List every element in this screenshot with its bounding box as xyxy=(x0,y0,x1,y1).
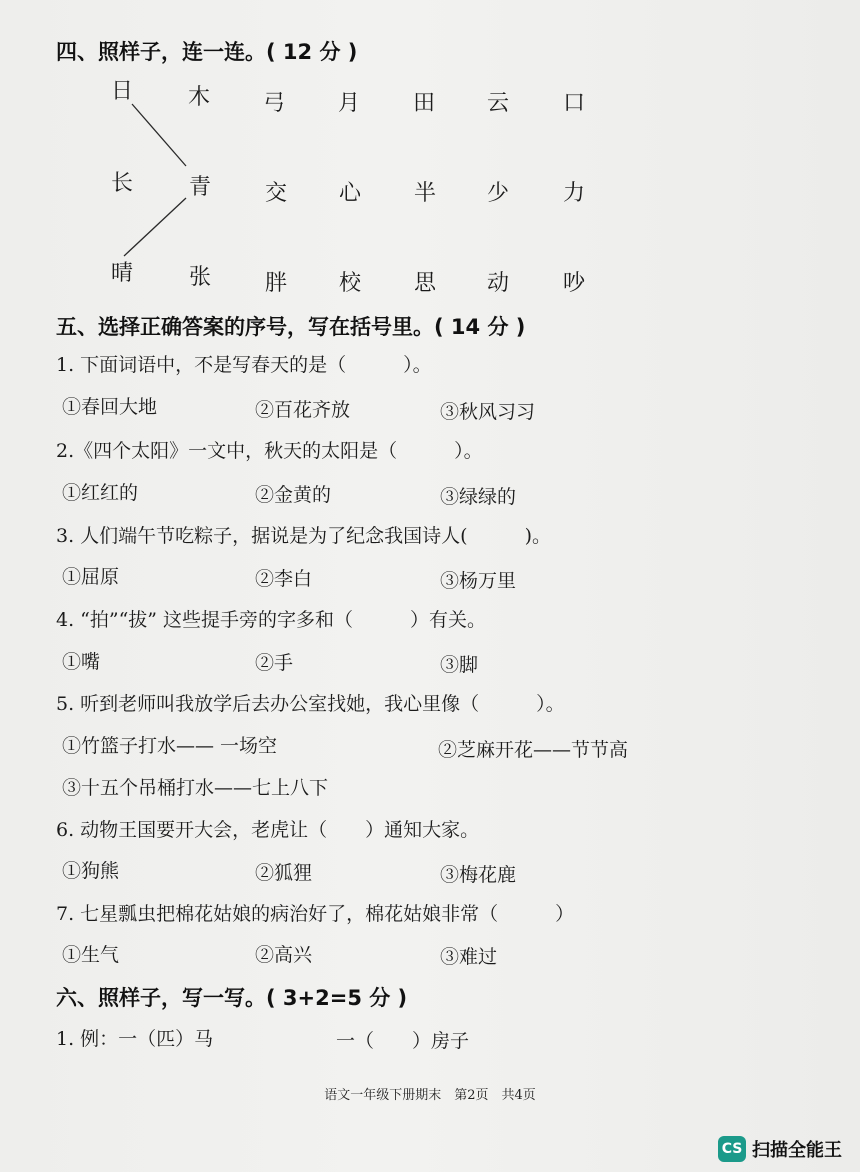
char: 动 xyxy=(486,271,509,296)
connect-line-qing-qing xyxy=(124,198,186,256)
char: 田 xyxy=(412,91,435,116)
question-text: 4. “拍”“拔” 这些提手旁的字多和（ ）有关。 xyxy=(56,609,487,631)
question-text: 5. 听到老师叫我放学后去办公室找她，我心里像（ ）。 xyxy=(56,693,565,715)
example-text: 1. 例：一（匹）马 xyxy=(56,1028,214,1050)
option: ③梅花鹿 xyxy=(440,864,517,886)
char: 月 xyxy=(337,91,360,116)
char: 木 xyxy=(187,85,210,110)
section-5-heading: 五、选择正确答案的序号，写在括号里。( 14 分 ) xyxy=(56,315,526,339)
char: 思 xyxy=(413,271,436,296)
option: ③绿绿的 xyxy=(440,486,517,508)
option: ②百花齐放 xyxy=(255,399,351,421)
char: 交 xyxy=(264,181,287,206)
blank-text: 一（ ）房子 xyxy=(336,1030,470,1052)
connect-line-ri-qing xyxy=(132,104,186,166)
option: ①竹篮子打水—— 一场空 xyxy=(62,735,278,757)
option: ①春回大地 xyxy=(62,396,158,418)
page-footer: 语文一年级下册期末 第2页 共4页 xyxy=(324,1088,536,1103)
camscanner-logo-icon: CS xyxy=(718,1136,746,1162)
char: 弓 xyxy=(262,91,285,116)
option: ②狐狸 xyxy=(255,862,313,884)
question-text: 1. 下面词语中，不是写春天的是（ ）。 xyxy=(56,354,432,376)
char: 青 xyxy=(188,175,211,200)
option: ①狗熊 xyxy=(62,860,120,882)
option: ②高兴 xyxy=(255,944,313,966)
char: 力 xyxy=(562,181,585,206)
question-text: 2.《四个太阳》一文中，秋天的太阳是（ ）。 xyxy=(56,440,483,462)
question-text: 7. 七星瓢虫把棉花姑娘的病治好了，棉花姑娘非常（ ） xyxy=(56,903,575,925)
char: 吵 xyxy=(562,271,585,296)
option: ②手 xyxy=(255,652,294,674)
section-4-heading: 四、照样子，连一连。( 12 分 ) xyxy=(56,40,358,64)
char: 少 xyxy=(486,181,509,206)
question-text: 3. 人们端午节吃粽子，据说是为了纪念我国诗人( )。 xyxy=(56,525,551,547)
option: ③难过 xyxy=(440,946,498,968)
option: ③杨万里 xyxy=(440,570,517,592)
char: 云 xyxy=(486,91,509,116)
char: 晴 xyxy=(110,261,133,286)
option: ②芝麻开花——节节高 xyxy=(438,739,629,761)
char: 心 xyxy=(338,181,361,206)
char: 半 xyxy=(413,181,436,206)
section-6-heading: 六、照样子，写一写。( 3+2=5 分 ) xyxy=(56,986,408,1010)
option: ①屈原 xyxy=(62,566,120,588)
option: ②李白 xyxy=(255,568,313,590)
option: ①红红的 xyxy=(62,482,139,504)
option: ③脚 xyxy=(440,654,479,676)
char: 日 xyxy=(110,79,133,104)
option: ①生气 xyxy=(62,944,120,966)
scanner-watermark xyxy=(718,1136,842,1162)
option: ②金黄的 xyxy=(255,484,332,506)
char: 口 xyxy=(562,91,585,116)
question-text: 6. 动物王国要开大会，老虎让（ ）通知大家。 xyxy=(56,819,480,841)
char: 张 xyxy=(188,265,211,290)
watermark-name: 扫描全能王 xyxy=(752,1140,842,1161)
char: 胖 xyxy=(264,271,287,296)
option: ③秋风习习 xyxy=(440,401,536,423)
option: ③十五个吊桶打水——七上八下 xyxy=(62,777,329,799)
option: ①嘴 xyxy=(62,651,101,673)
char: 长 xyxy=(110,171,133,196)
char: 校 xyxy=(338,271,361,296)
